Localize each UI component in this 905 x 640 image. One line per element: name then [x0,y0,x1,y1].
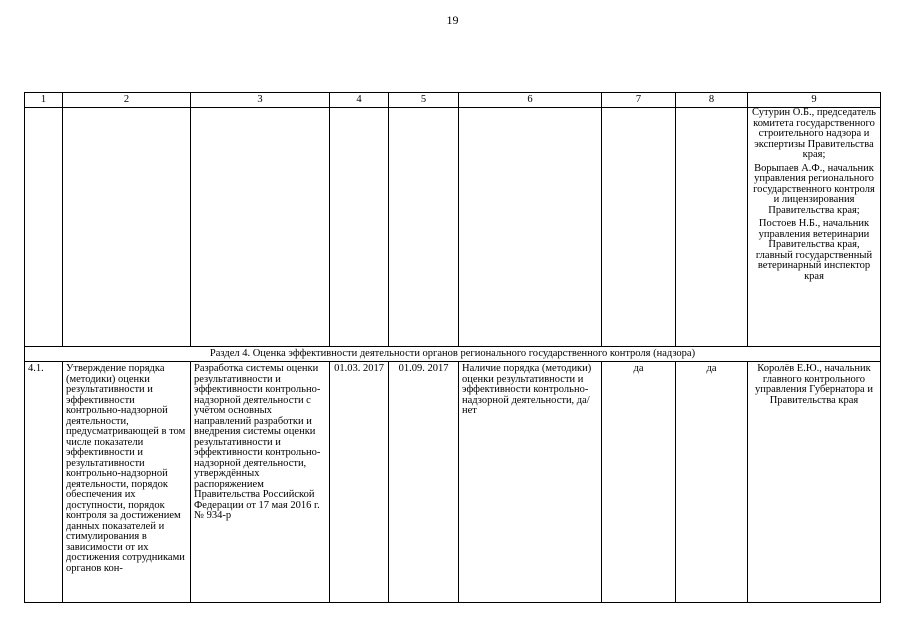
responsible-person: Сутурин О.Б., председатель комитета государственного строительного надзора и экспертизы Правительства края; [752,107,876,160]
table-cell [330,108,389,347]
result-cell: Разработка системы оценки результативности и эффективности контрольно-надзорной деятельности с учётом основных направлений разработки и внедрения системы оценки результативности и эффективности контрольно-надзорной деятельности, утверждённых распоряжением Правительства Российской Федерации от 17 мая 2016 г. № 934-р [191,362,330,603]
responsible-person: Постоев Н.Б., начальник управления ветеринарии Правительства края, главный государственный ветеринарный инспектор края [755,218,873,282]
column-header: 4 [330,93,389,108]
start-date-cell: 01.03. 2017 [330,362,389,603]
col8-cell: да [676,362,748,603]
column-header: 3 [191,93,330,108]
table-header-row [25,93,881,108]
indicator-cell: Наличие порядка (методики) оценки результативности и эффективности контрольно-надзорной деятельности, да/нет [459,362,602,603]
table-row-continued [25,108,881,347]
column-header: 2 [63,93,191,108]
table-cell [459,108,602,347]
table-row [25,362,881,603]
section-row [25,347,881,362]
section-title: Раздел 4. Оценка эффективности деятельности органов регионального государственного контроля (надзора) [25,347,881,362]
column-header: 1 [25,93,63,108]
page-number: 19 [446,13,459,27]
table-cell [25,108,63,347]
column-header: 5 [389,93,459,108]
responsible-cell: Королёв Е.Ю., начальник главного контрольного управления Губернатора и Правительства края [748,362,881,603]
column-header: 7 [602,93,676,108]
measure-cell: Утверждение порядка (методики) оценки результативности и эффективности контрольно-надзорной деятельности, предусматривающей в том числе показатели эффективности и результативности контрольно-надзорной деятельности, порядок обеспечения их доступности, порядок контроля за достижением данных показателей и стимулирования в зависимости от их достижения сотрудниками органов кон- [63,362,191,603]
responsible-person: Ворыпаев А.Ф., начальник управления регионального государственного контроля и лицензирования Правительства края; [753,162,875,216]
responsible-cell [748,108,881,347]
column-header: 9 [748,93,881,108]
column-header: 6 [459,93,602,108]
table-cell [602,108,676,347]
column-header: 8 [676,93,748,108]
table-cell [63,108,191,347]
plan-table [24,92,881,603]
end-date-cell: 01.09. 2017 [389,362,459,603]
table-cell [676,108,748,347]
col7-cell: да [602,362,676,603]
table-cell [389,108,459,347]
row-number: 4.1. [25,362,63,603]
table-cell [191,108,330,347]
